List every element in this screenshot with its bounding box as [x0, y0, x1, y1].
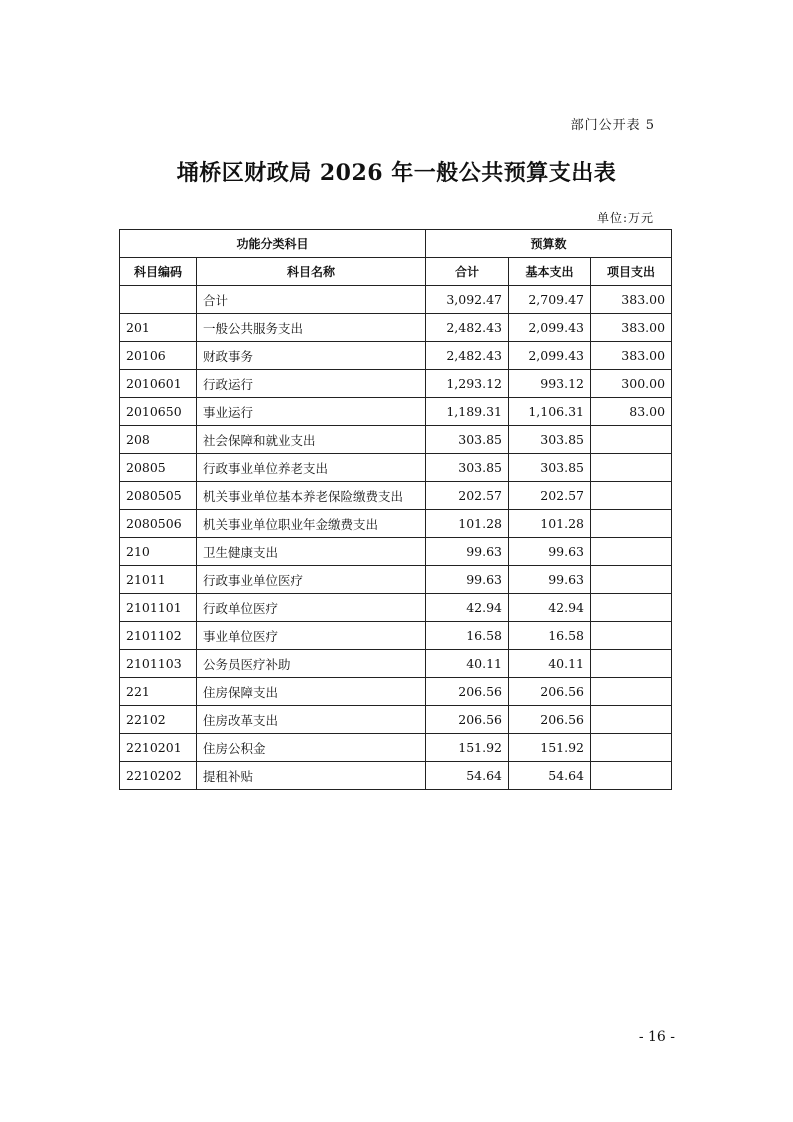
cell-basic: 99.63 — [509, 566, 591, 594]
cell-total: 151.92 — [426, 734, 509, 762]
cell-name: 住房改革支出 — [197, 706, 426, 734]
cell-basic: 2,099.43 — [509, 314, 591, 342]
cell-total: 303.85 — [426, 454, 509, 482]
cell-name: 行政单位医疗 — [197, 594, 426, 622]
cell-basic: 2,099.43 — [509, 342, 591, 370]
header-project: 项目支出 — [591, 258, 672, 286]
cell-name: 社会保障和就业支出 — [197, 426, 426, 454]
cell-project — [591, 678, 672, 706]
cell-code: 2080505 — [120, 482, 197, 510]
cell-basic: 206.56 — [509, 678, 591, 706]
cell-project — [591, 538, 672, 566]
cell-name: 行政事业单位养老支出 — [197, 454, 426, 482]
cell-total: 101.28 — [426, 510, 509, 538]
cell-total: 42.94 — [426, 594, 509, 622]
table-row — [120, 454, 672, 482]
cell-code: 2101103 — [120, 650, 197, 678]
cell-basic: 993.12 — [509, 370, 591, 398]
table-row — [120, 566, 672, 594]
cell-total: 2,482.43 — [426, 314, 509, 342]
cell-project — [591, 706, 672, 734]
cell-basic: 1,106.31 — [509, 398, 591, 426]
cell-code: 21011 — [120, 566, 197, 594]
budget-table — [119, 229, 672, 790]
cell-code: 22102 — [120, 706, 197, 734]
cell-name: 财政事务 — [197, 342, 426, 370]
cell-basic: 303.85 — [509, 426, 591, 454]
doc-label: 部门公开表 5 — [570, 118, 655, 133]
cell-project: 383.00 — [591, 314, 672, 342]
table-row — [120, 398, 672, 426]
cell-project: 83.00 — [591, 398, 672, 426]
cell-project — [591, 482, 672, 510]
table-row — [120, 678, 672, 706]
cell-project — [591, 566, 672, 594]
cell-project — [591, 650, 672, 678]
cell-name: 住房保障支出 — [197, 678, 426, 706]
cell-name: 卫生健康支出 — [197, 538, 426, 566]
cell-total: 1,293.12 — [426, 370, 509, 398]
cell-total: 206.56 — [426, 678, 509, 706]
cell-total: 206.56 — [426, 706, 509, 734]
table-row — [120, 706, 672, 734]
table-row — [120, 622, 672, 650]
cell-project — [591, 622, 672, 650]
cell-project — [591, 510, 672, 538]
cell-total: 1,189.31 — [426, 398, 509, 426]
cell-total: 16.58 — [426, 622, 509, 650]
cell-name: 住房公积金 — [197, 734, 426, 762]
table-row — [120, 370, 672, 398]
table-row — [120, 314, 672, 342]
cell-code — [120, 286, 197, 314]
cell-basic: 303.85 — [509, 454, 591, 482]
cell-project — [591, 594, 672, 622]
table-row — [120, 762, 672, 790]
cell-total: 54.64 — [426, 762, 509, 790]
cell-code: 2080506 — [120, 510, 197, 538]
table-row — [120, 342, 672, 370]
cell-code: 2010601 — [120, 370, 197, 398]
cell-name: 合计 — [197, 286, 426, 314]
cell-name: 一般公共服务支出 — [197, 314, 426, 342]
cell-basic: 54.64 — [509, 762, 591, 790]
cell-code: 2210202 — [120, 762, 197, 790]
column-header-row — [120, 258, 672, 286]
cell-total: 2,482.43 — [426, 342, 509, 370]
cell-basic: 151.92 — [509, 734, 591, 762]
cell-code: 2210201 — [120, 734, 197, 762]
cell-basic: 2,709.47 — [509, 286, 591, 314]
cell-basic: 206.56 — [509, 706, 591, 734]
table-row — [120, 538, 672, 566]
cell-total: 303.85 — [426, 426, 509, 454]
cell-project: 383.00 — [591, 342, 672, 370]
cell-basic: 16.58 — [509, 622, 591, 650]
cell-code: 20106 — [120, 342, 197, 370]
header-basic: 基本支出 — [509, 258, 591, 286]
table-row — [120, 510, 672, 538]
header-function-category: 功能分类科目 — [120, 230, 426, 258]
table-row — [120, 594, 672, 622]
cell-project — [591, 762, 672, 790]
cell-project: 383.00 — [591, 286, 672, 314]
table-row — [120, 426, 672, 454]
cell-name: 机关事业单位基本养老保险缴费支出 — [197, 482, 426, 510]
cell-code: 2101101 — [120, 594, 197, 622]
cell-name: 事业运行 — [197, 398, 426, 426]
header-budget-amount: 预算数 — [426, 230, 672, 258]
header-total: 合计 — [426, 258, 509, 286]
cell-basic: 202.57 — [509, 482, 591, 510]
group-header-row — [120, 230, 672, 258]
cell-code: 208 — [120, 426, 197, 454]
cell-total: 99.63 — [426, 566, 509, 594]
cell-name: 公务员医疗补助 — [197, 650, 426, 678]
cell-project — [591, 734, 672, 762]
cell-total: 40.11 — [426, 650, 509, 678]
unit-label: 单位:万元 — [596, 211, 654, 225]
cell-name: 行政事业单位医疗 — [197, 566, 426, 594]
cell-project: 300.00 — [591, 370, 672, 398]
cell-code: 201 — [120, 314, 197, 342]
cell-name: 机关事业单位职业年金缴费支出 — [197, 510, 426, 538]
cell-basic: 101.28 — [509, 510, 591, 538]
cell-project — [591, 426, 672, 454]
cell-name: 提租补贴 — [197, 762, 426, 790]
cell-code: 20805 — [120, 454, 197, 482]
cell-basic: 99.63 — [509, 538, 591, 566]
page-title: 埇桥区财政局 2026 年一般公共预算支出表 — [176, 160, 617, 186]
table-row — [120, 734, 672, 762]
cell-total: 202.57 — [426, 482, 509, 510]
table-row — [120, 650, 672, 678]
cell-total: 3,092.47 — [426, 286, 509, 314]
cell-basic: 40.11 — [509, 650, 591, 678]
page-number: - 16 - — [638, 1029, 675, 1045]
table-row — [120, 482, 672, 510]
header-code: 科目编码 — [120, 258, 197, 286]
cell-code: 2010650 — [120, 398, 197, 426]
cell-code: 2101102 — [120, 622, 197, 650]
cell-code: 221 — [120, 678, 197, 706]
cell-code: 210 — [120, 538, 197, 566]
cell-name: 事业单位医疗 — [197, 622, 426, 650]
table-body — [120, 286, 672, 790]
header-name: 科目名称 — [197, 258, 426, 286]
cell-total: 99.63 — [426, 538, 509, 566]
table-row — [120, 286, 672, 314]
cell-project — [591, 454, 672, 482]
cell-name: 行政运行 — [197, 370, 426, 398]
cell-basic: 42.94 — [509, 594, 591, 622]
